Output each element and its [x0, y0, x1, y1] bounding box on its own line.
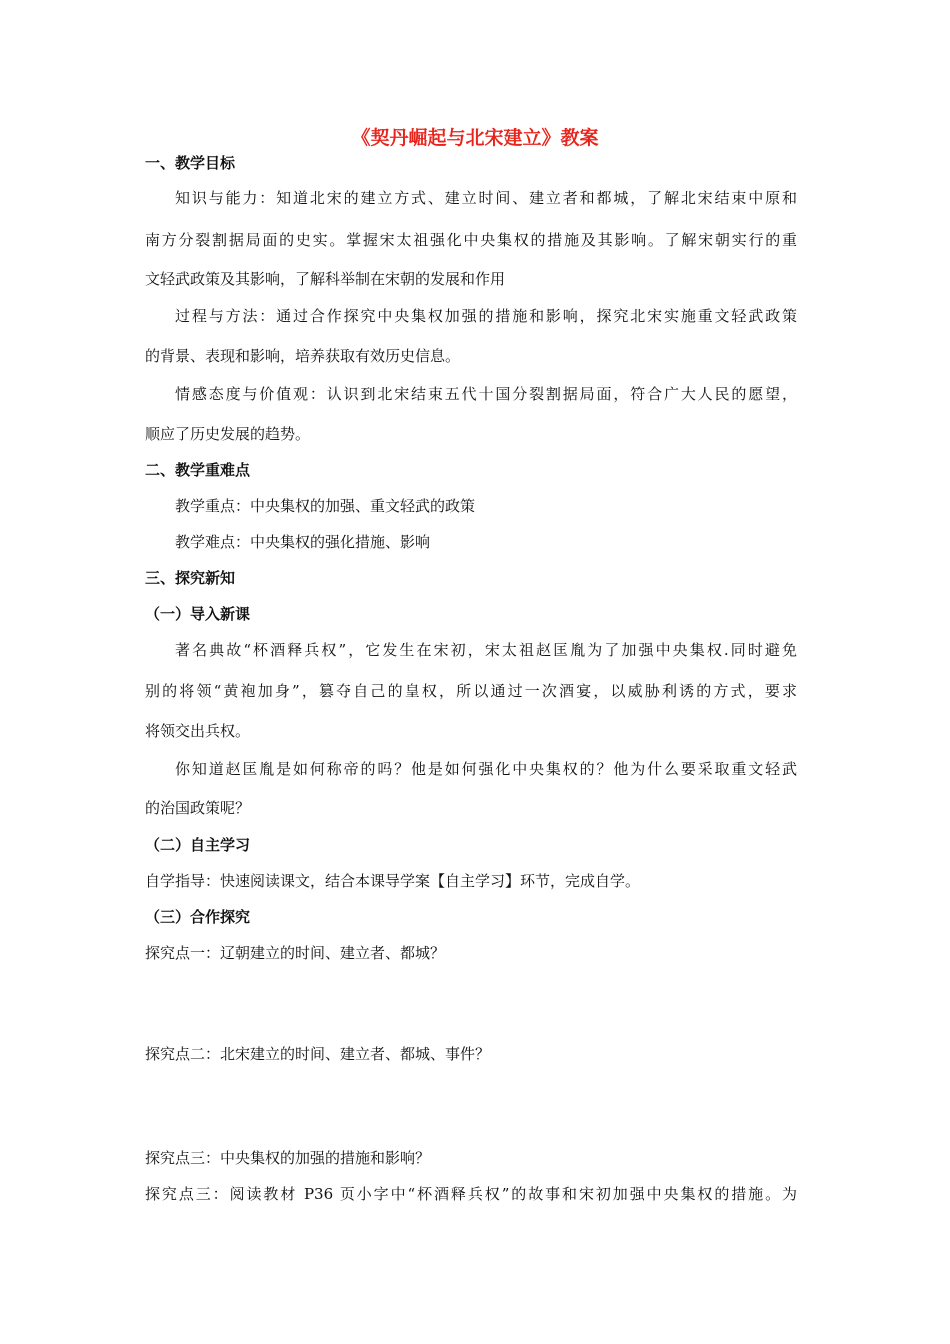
- paragraph-line: 的治国政策呢？: [145, 799, 251, 817]
- paragraph-line: 情感态度与价值观：认识到北宋结束五代十国分裂割据局面，符合广大人民的愿望，: [175, 385, 797, 403]
- explore-point-2: 探究点二：北宋建立的时间、建立者、都城、事件？: [145, 1045, 491, 1063]
- paragraph-line: 知识与能力：知道北宋的建立方式、建立时间、建立者和都城，了解北宋结束中原和: [175, 189, 797, 207]
- paragraph-line: 你知道赵匡胤是如何称帝的吗？他是如何强化中央集权的？他为什么要采取重文轻武: [175, 760, 797, 778]
- self-study-guide: 自学指导：快速阅读课文，结合本课导学案【自主学习】环节，完成自学。: [145, 872, 641, 890]
- paragraph-line: 著名典故“杯酒释兵权”，它发生在宋初，宋太祖赵匡胤为了加强中央集权.同时避免: [175, 641, 797, 659]
- document-title: 《契丹崛起与北宋建立》教案: [351, 127, 599, 149]
- explore-point-3b: 探究点三：阅读教材 P36 页小字中“杯酒释兵权”的故事和宋初加强中央集权的措施。为: [145, 1185, 797, 1203]
- subsection-heading-self-study: （二）自主学习: [145, 836, 251, 854]
- paragraph-line: 南方分裂割据局面的史实。掌握宋太祖强化中央集权的措施及其影响。了解宋朝实行的重: [145, 231, 797, 249]
- section-heading-objectives: 一、教学目标: [145, 154, 236, 172]
- section-heading-explore: 三、探究新知: [145, 569, 236, 587]
- paragraph-line: 文轻武政策及其影响，了解科举制在宋朝的发展和作用: [145, 270, 506, 288]
- paragraph-line: 顺应了历史发展的趋势。: [145, 425, 311, 443]
- explore-point-1: 探究点一：辽朝建立的时间、建立者、都城？: [145, 944, 446, 962]
- key-point-line: 教学重点：中央集权的加强、重文轻武的政策: [175, 497, 476, 515]
- paragraph-line: 将领交出兵权。: [145, 722, 251, 740]
- paragraph-line: 的背景、表现和影响，培养获取有效历史信息。: [145, 347, 461, 365]
- subsection-heading-cooperative: （三）合作探究: [145, 908, 251, 926]
- difficult-point-line: 教学难点：中央集权的强化措施、影响: [175, 533, 431, 551]
- paragraph-line: 别的将领“黄袍加身”，篡夺自己的皇权，所以通过一次酒宴，以威胁利诱的方式，要求: [145, 682, 797, 700]
- subsection-heading-intro: （一）导入新课: [145, 605, 251, 623]
- explore-point-3: 探究点三：中央集权的加强的措施和影响？: [145, 1149, 431, 1167]
- paragraph-line: 过程与方法：通过合作探究中央集权加强的措施和影响，探究北宋实施重文轻武政策: [175, 307, 797, 325]
- section-heading-key-points: 二、教学重难点: [145, 461, 251, 479]
